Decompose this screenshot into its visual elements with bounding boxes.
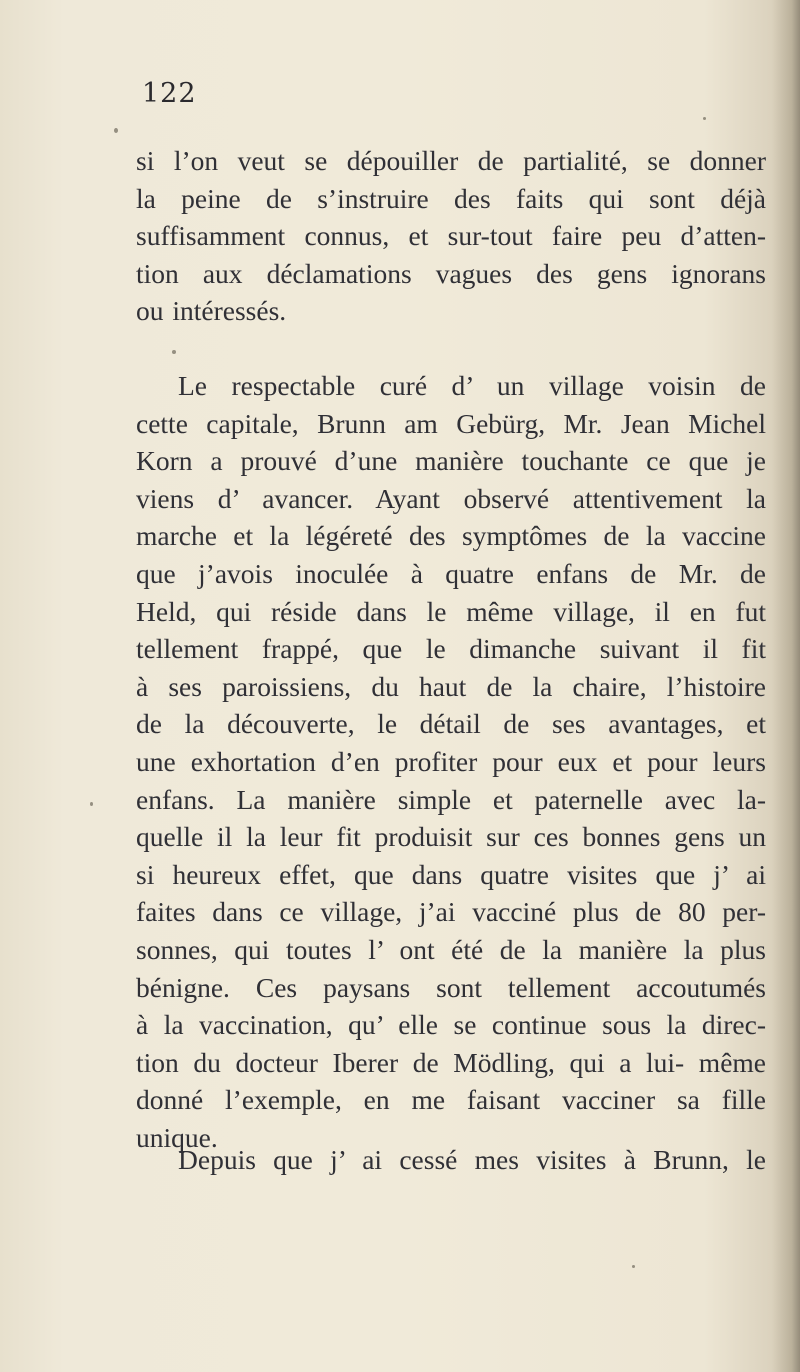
text-line: si heureux effet, que dans quatre visites que j’ ai: [136, 858, 766, 890]
text-line: Le respectable curé d’ un village voisin de: [178, 370, 766, 401]
text-line: donné l’exemple, en me faisant vacciner sa fille: [136, 1084, 766, 1116]
paragraph-1: [136, 142, 766, 330]
text-line: Held, qui réside dans le même village, il en fut: [136, 595, 766, 627]
text-line: tellement frappé, que le dimanche suivant il fit: [136, 633, 766, 665]
text-line: que j’avois inoculée à quatre enfans de Mr. de: [136, 557, 766, 589]
ink-speck: [172, 350, 176, 354]
text-line: Depuis que j’ ai cessé mes visites à Brunn, le: [178, 1144, 766, 1175]
text-line: quelle il la leur fit produisit sur ces bonnes gens un: [136, 821, 766, 853]
text-line: si l’on veut se dépouiller de partialité, se donner: [136, 145, 766, 176]
ink-speck: [90, 802, 93, 806]
page-edge-shadow: [772, 0, 800, 1372]
text-line: cette capitale, Brunn am Gebürg, Mr. Jean Michel: [136, 407, 766, 439]
text-line: marche et la légéreté des symptômes de la vaccine: [136, 520, 766, 552]
text-line: Korn a prouvé d’une manière touchante ce que je: [136, 445, 766, 477]
text-line: bénigne. Ces paysans sont tellement accoutumés: [136, 971, 766, 1003]
text-line: à ses paroissiens, du haut de la chaire, l’histoire: [136, 670, 766, 702]
text-line: faites dans ce village, j’ai vacciné plus de 80 per-: [136, 896, 766, 928]
text-line: tion aux déclamations vagues des gens ignorans: [136, 257, 766, 289]
text-line: tion du docteur Iberer de Mödling, qui a lui- même: [136, 1046, 766, 1078]
text-line: une exhortation d’en profiter pour eux et pour leurs: [136, 745, 766, 777]
paragraph-3: [136, 1141, 766, 1179]
text-line: enfans. La manière simple et paternelle avec la-: [136, 783, 766, 815]
text-line: unique.: [136, 1121, 218, 1153]
paragraph-2: [136, 367, 766, 1156]
text-line: de la découverte, le détail de ses avantages, et: [136, 708, 766, 740]
text-line: sonnes, qui toutes l’ ont été de la manière la plus: [136, 933, 766, 965]
ink-speck: [703, 117, 706, 120]
ink-speck: [114, 128, 118, 133]
text-line: à la vaccination, qu’ elle se continue sous la direc-: [136, 1009, 766, 1041]
text-line: la peine de s’instruire des faits qui sont déjà: [136, 182, 766, 214]
page-number: 122: [142, 78, 197, 109]
text-line: suffisamment connus, et sur-tout faire peu d’atten-: [136, 220, 766, 252]
text-line: ou intéressés.: [136, 295, 287, 327]
text-line: viens d’ avancer. Ayant observé attentivement la: [136, 482, 766, 514]
ink-speck: [632, 1265, 635, 1268]
